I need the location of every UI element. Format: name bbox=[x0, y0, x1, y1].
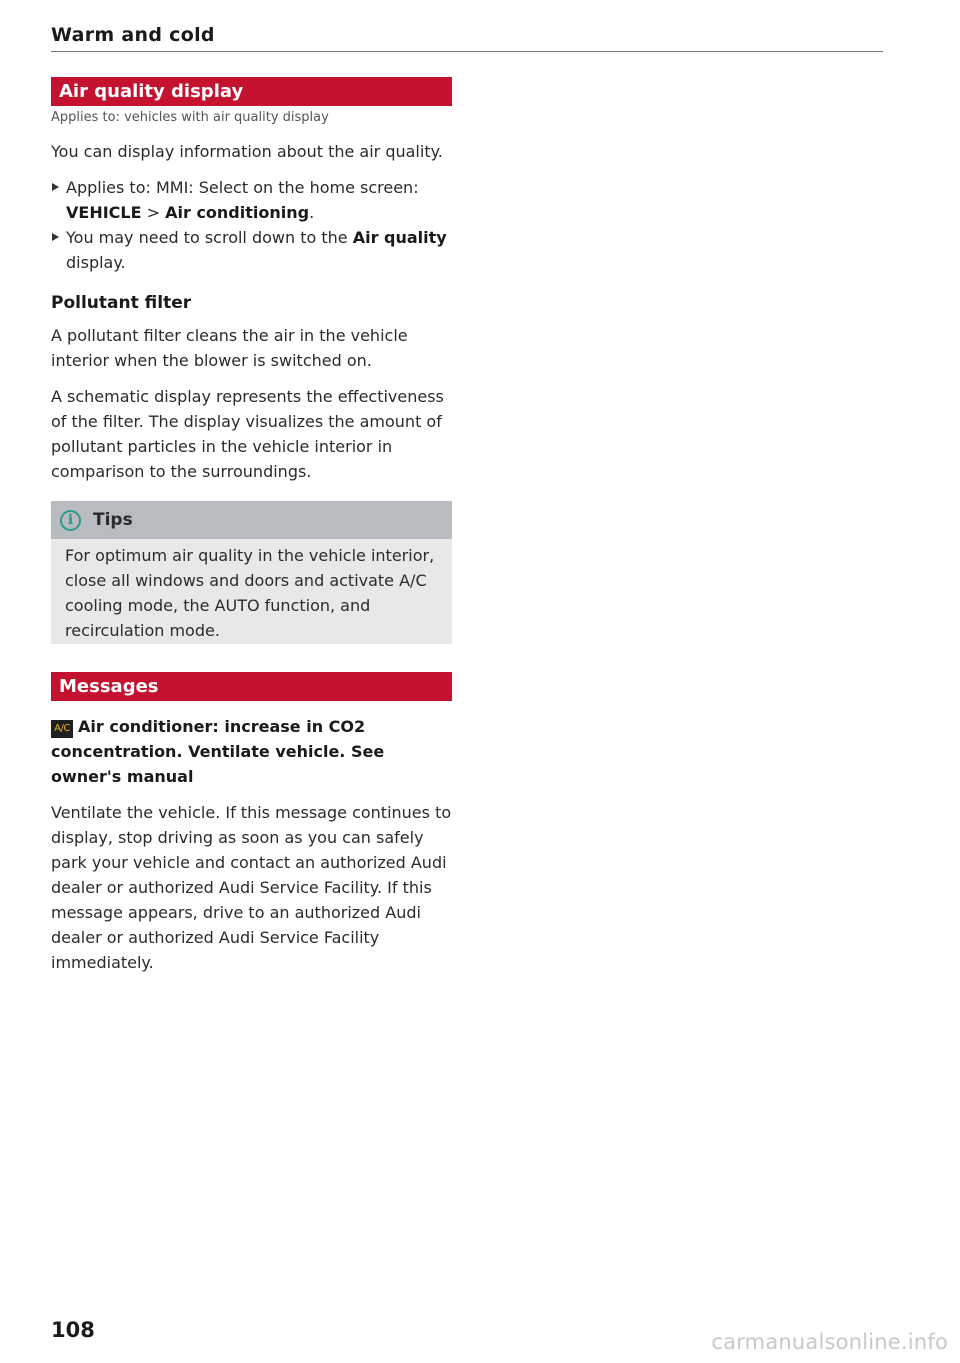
ac-warning-icon: A/C bbox=[51, 720, 73, 738]
menu-air-conditioning: Air conditioning bbox=[165, 203, 310, 222]
bullet-select-prefix: Applies to: MMI: Select on the home screen: bbox=[66, 178, 419, 197]
air-quality-intro: You can display information about the air quality. bbox=[51, 142, 443, 161]
header-divider bbox=[51, 51, 883, 52]
air-quality-display-term: Air quality bbox=[352, 228, 447, 247]
bullet-select-home bbox=[51, 175, 452, 225]
tips-header bbox=[51, 501, 452, 539]
bullet-scroll-suffix: display. bbox=[66, 253, 126, 272]
watermark: carmanualsonline.info bbox=[711, 1330, 948, 1354]
pollutant-filter-section bbox=[51, 293, 452, 484]
bullet-scroll-down bbox=[51, 225, 452, 275]
pollutant-para-2: A schematic display represents the effectiveness of the filter. The display visualizes the amount of pollutant particles in the vehicle interior in comparison to the surroundings. bbox=[51, 387, 444, 481]
page-header-title: Warm and cold bbox=[51, 24, 215, 46]
menu-vehicle: VEHICLE bbox=[66, 203, 142, 222]
air-quality-heading: Air quality display bbox=[51, 77, 452, 106]
ac-warning-title-text: Air conditioner: increase in CO2 concentration. Ventilate vehicle. See owner's manual bbox=[51, 717, 385, 786]
menu-separator: > bbox=[141, 203, 166, 222]
messages-heading: Messages bbox=[51, 672, 452, 701]
ac-warning-title bbox=[51, 714, 452, 789]
ac-warning-body: Ventilate the vehicle. If this message continues to display, stop driving as soon as you can safely park your vehicle and contact an authorized Audi dealer or authorized Audi Service Facility. If this message appears, drive to an authorized Audi dealer or authorized Audi Service Facility immediately. bbox=[51, 803, 452, 972]
tips-body: For optimum air quality in the vehicle interior, close all windows and doors and activate A/C cooling mode, the AUTO function, and recirculation mode. bbox=[65, 546, 435, 640]
tips-box bbox=[51, 501, 452, 644]
tips-label: Tips bbox=[93, 510, 133, 530]
applies-note: Applies to: vehicles with air quality display bbox=[51, 110, 329, 125]
messages-section bbox=[51, 672, 452, 975]
air-quality-section bbox=[51, 77, 452, 275]
pollutant-filter-heading: Pollutant filter bbox=[51, 293, 192, 313]
pollutant-para-1: A pollutant filter cleans the air in the vehicle interior when the blower is switched on. bbox=[51, 326, 408, 370]
page-number: 108 bbox=[51, 1318, 95, 1342]
bullet-select-end: . bbox=[309, 203, 315, 222]
info-icon: i bbox=[60, 510, 81, 531]
bullet-scroll-prefix: You may need to scroll down to the bbox=[66, 228, 353, 247]
